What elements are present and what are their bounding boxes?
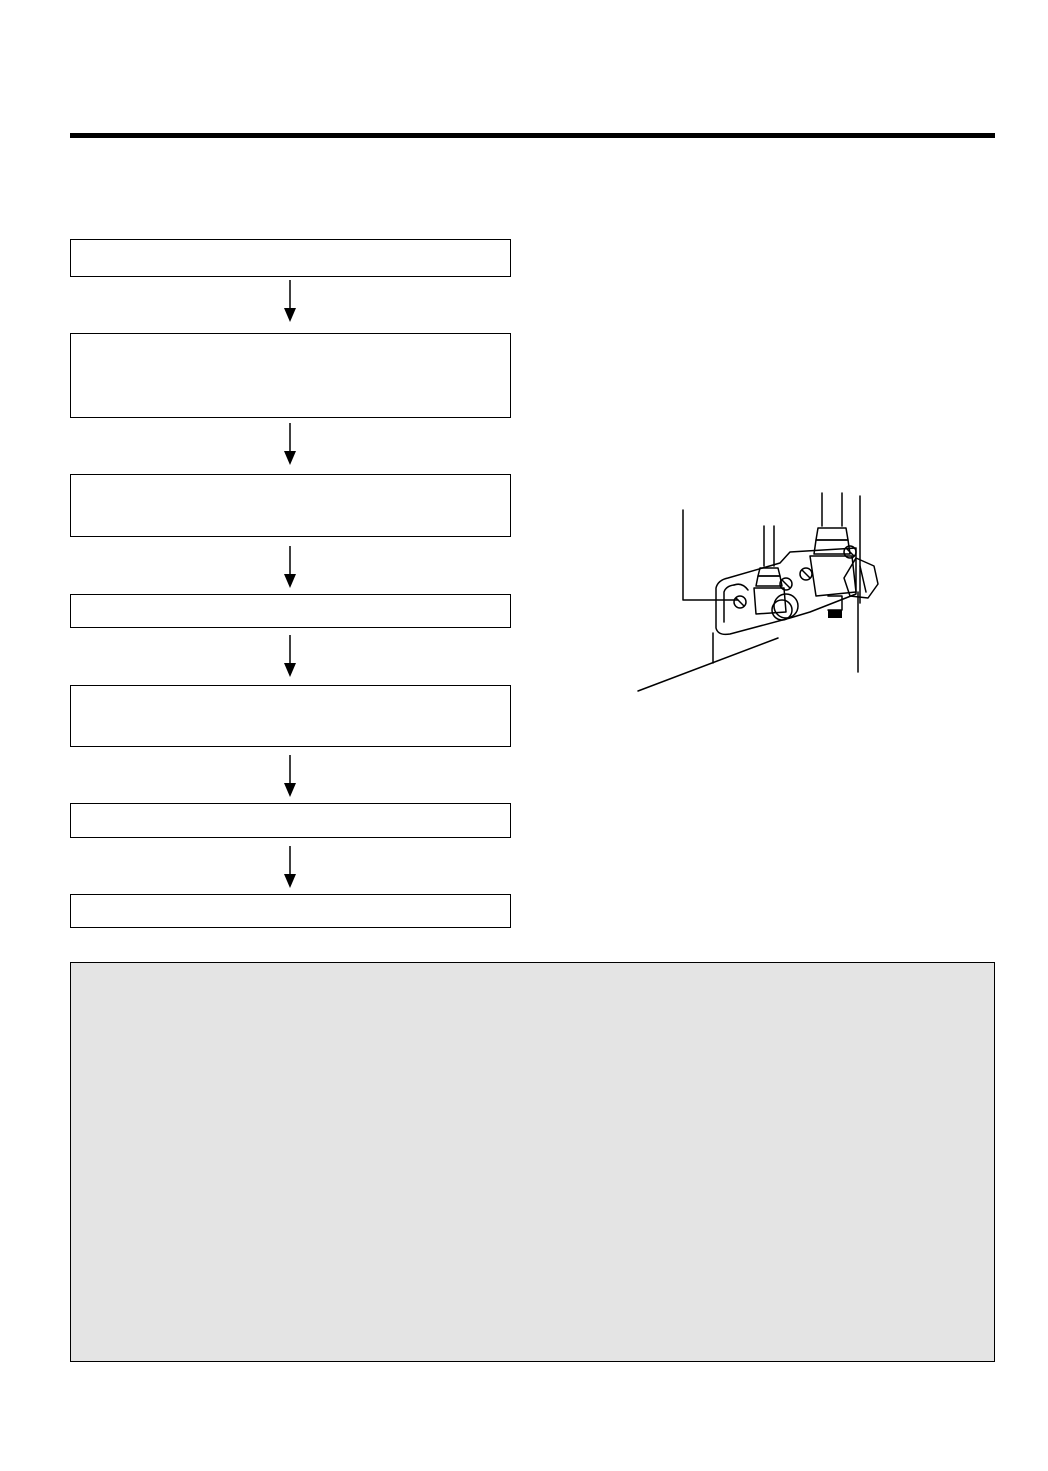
flow-step-4 xyxy=(70,594,511,628)
flow-arrow-2 xyxy=(282,423,298,465)
flow-step-1 xyxy=(70,239,511,277)
flow-arrow-1 xyxy=(282,280,298,322)
flow-step-7 xyxy=(70,894,511,928)
flow-arrow-5 xyxy=(282,755,298,797)
flow-arrow-6 xyxy=(282,846,298,888)
flow-arrow-3 xyxy=(282,546,298,588)
flow-step-2 xyxy=(70,333,511,418)
flow-step-3 xyxy=(70,474,511,537)
header-rule xyxy=(70,133,995,138)
flow-step-6 xyxy=(70,803,511,838)
flow-step-5 xyxy=(70,685,511,747)
flow-arrow-4 xyxy=(282,635,298,677)
service-valve-illustration xyxy=(630,488,910,698)
notes-panel xyxy=(70,962,995,1362)
